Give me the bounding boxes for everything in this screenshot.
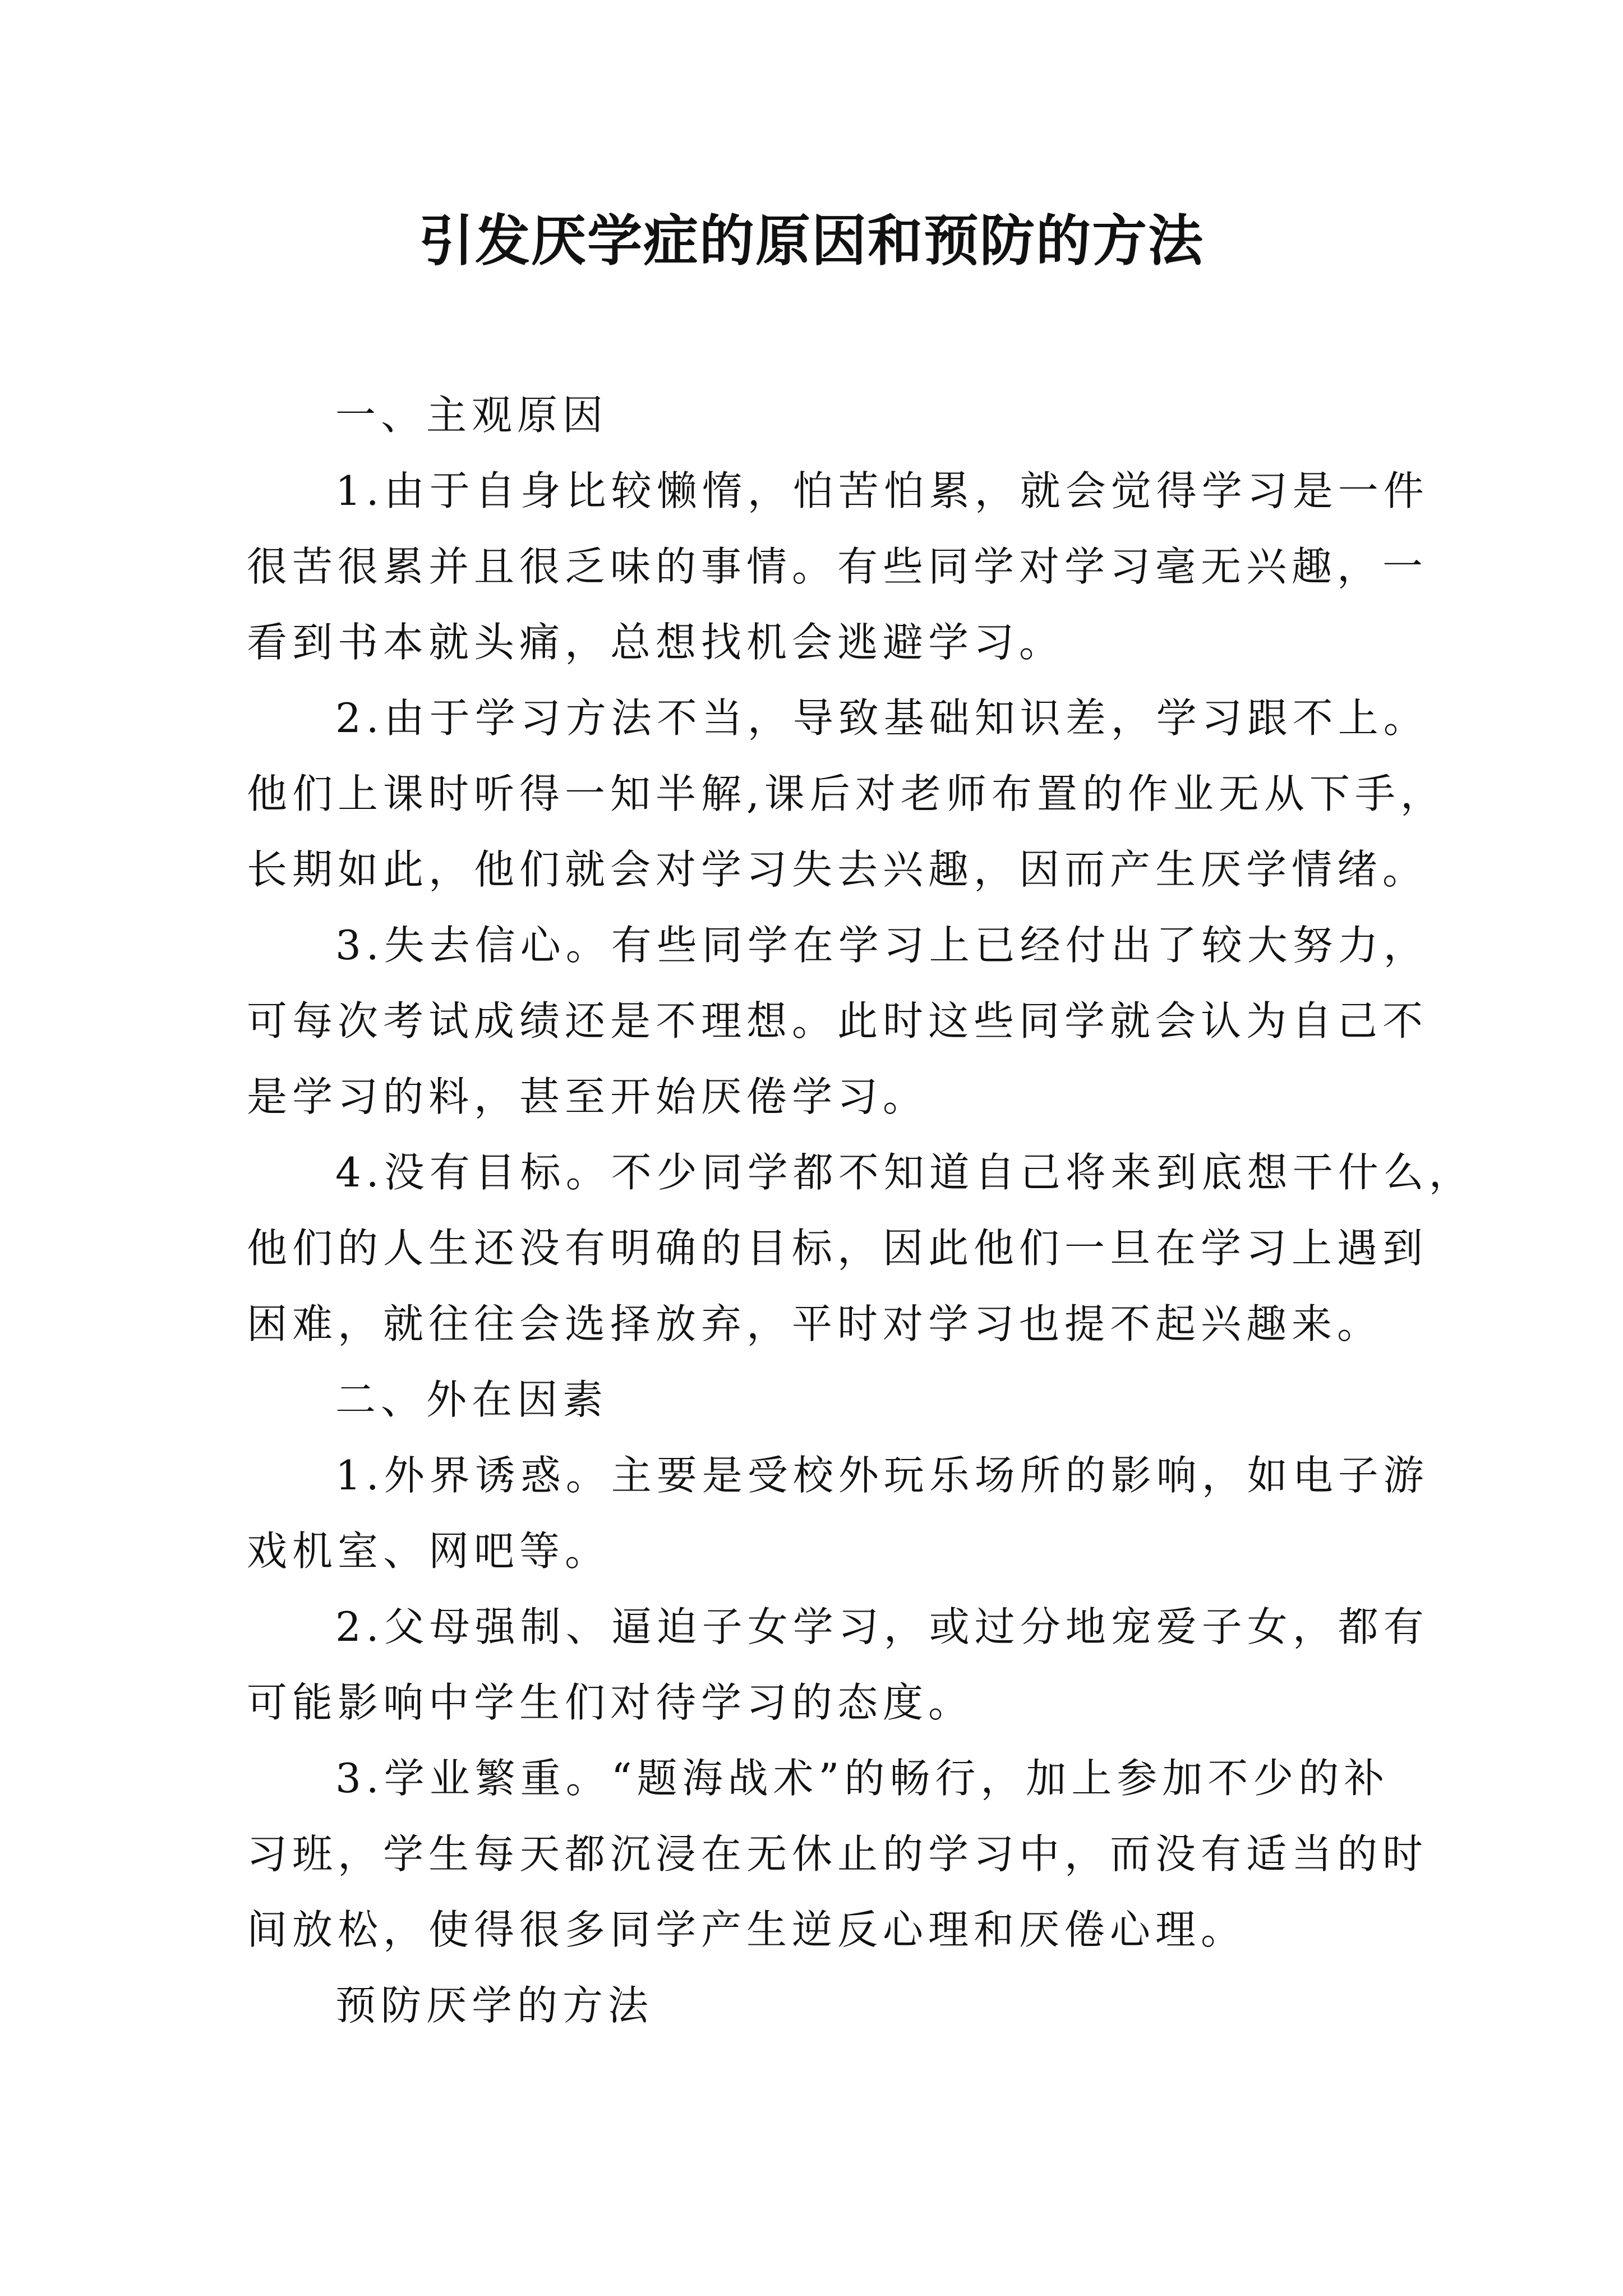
paragraph-line: 1.由于自身比较懒惰，怕苦怕累，就会觉得学习是一件 [335, 467, 1429, 514]
paragraph-line: 他们上课时听得一知半解,课后对老师布置的作业无从下手， [247, 770, 1446, 817]
paragraph-line: 4.没有目标。不少同学都不知道自己将来到底想干什么， [335, 1149, 1474, 1196]
paragraph-line: 他们的人生还没有明确的目标，因此他们一旦在学习上遇到 [247, 1225, 1428, 1272]
paragraph-line: 长期如此，他们就会对学习失去兴趣，因而产生厌学情绪。 [247, 846, 1428, 893]
paragraph-line: 可每次考试成绩还是不理想。此时这些同学就会认为自己不 [247, 997, 1428, 1045]
paragraph-line: 戏机室、网吧等。 [247, 1527, 611, 1575]
paragraph-line: 是学习的料，甚至开始厌倦学习。 [247, 1073, 929, 1120]
paragraph-line: 3.学业繁重。“题海战术”的畅行，加上参加不少的补 [335, 1755, 1390, 1802]
paragraph-line: 2.父母强制、逼迫子女学习，或过分地宠爱子女，都有 [335, 1603, 1429, 1650]
section-heading-external: 二、外在因素 [335, 1376, 608, 1423]
paragraph-line: 可能影响中学生们对待学习的态度。 [247, 1679, 974, 1726]
paragraph-line: 看到书本就头痛，总想找机会逃避学习。 [247, 619, 1065, 666]
paragraph-line: 3.失去信心。有些同学在学习上已经付出了较大努力， [335, 922, 1429, 969]
paragraph-line: 很苦很累并且很乏味的事情。有些同学对学习毫无兴趣，一 [247, 543, 1428, 590]
section-heading-subjective: 一、主观原因 [335, 392, 608, 439]
paragraph-line: 习班，学生每天都沉浸在无休止的学习中，而没有适当的时 [247, 1830, 1428, 1878]
paragraph-line: 1.外界诱惑。主要是受校外玩乐场所的影响，如电子游 [335, 1452, 1429, 1499]
document-title: 引发厌学症的原因和预防的方法 [418, 209, 1204, 273]
paragraph-line: 困难，就往往会选择放弃，平时对学习也提不起兴趣来。 [247, 1300, 1383, 1347]
paragraph-line: 2.由于学习方法不当，导致基础知识差，学习跟不上。 [335, 694, 1429, 742]
paragraph-line: 间放松，使得很多同学产生逆反心理和厌倦心理。 [247, 1906, 1247, 1953]
section-heading-prevention: 预防厌学的方法 [335, 1982, 654, 2029]
